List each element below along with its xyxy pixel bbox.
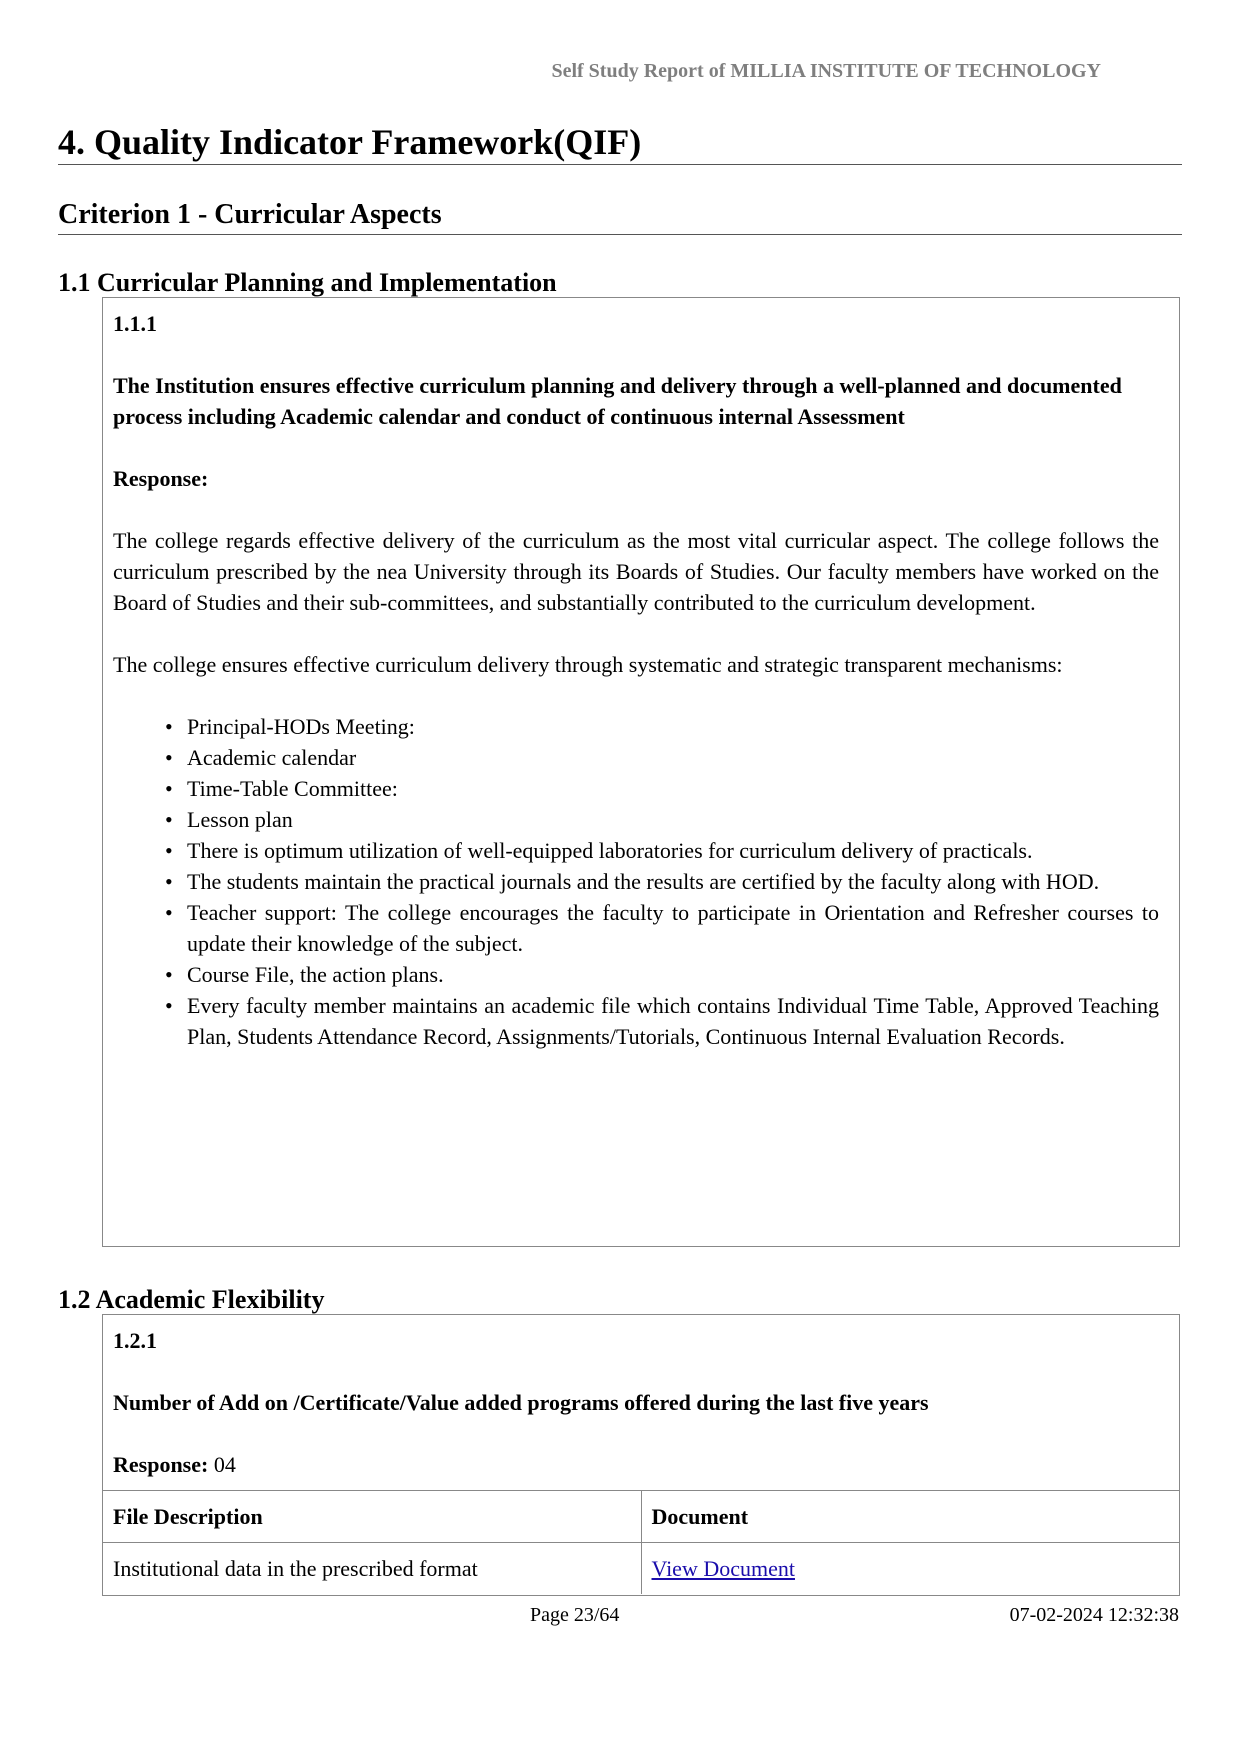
metric-id: 1.1.1 [113, 311, 157, 336]
list-item: • Time-Table Committee: [187, 773, 1159, 804]
response-block [113, 463, 1159, 494]
metric-box-1-1-1 [102, 297, 1180, 1247]
response-paragraph: The college ensures effective curriculum delivery through systematic and strategic transparent mechanisms: [113, 652, 1063, 677]
list-item: • The students maintain the practical journals and the results are certified by the faculty along with HOD. [187, 866, 1159, 897]
list-item: • There is optimum utilization of well-equipped laboratories for curriculum delivery of practicals. [187, 835, 1159, 866]
list-item: • Academic calendar [187, 742, 1159, 773]
response-paragraph: The college regards effective delivery of the curriculum as the most vital curricular aspect. The college follows the curriculum prescribed by the nea University through its Boards of Studies. Our faculty members have worked on the Board of Studies and their sub-committees, and substantially contributed to the curriculum development. [113, 528, 1159, 615]
report-header: Self Study Report of MILLIA INSTITUTE OF TECHNOLOGY [551, 60, 1101, 82]
list-item: • Teacher support: The college encourages the faculty to participate in Orientation and Refresher courses to update their knowledge of the subject. [187, 897, 1159, 959]
page-title: 4. Quality Indicator Framework(QIF) [58, 122, 1182, 165]
mechanism-list [113, 711, 1159, 1052]
section-title-1-2: 1.2 Academic Flexibility [58, 1285, 325, 1314]
section-title-1-1: 1.1 Curricular Planning and Implementation [58, 268, 557, 297]
response-label: Response: [113, 1452, 209, 1477]
page-number: Page 23/64 [530, 1604, 620, 1626]
table-header: File Description [103, 1491, 641, 1543]
metric-question: The Institution ensures effective curriculum planning and delivery through a well-planned and documented process including Academic calendar and conduct of continuous internal Assessment [113, 373, 1122, 429]
table-header-row [103, 1491, 1179, 1543]
table-cell: Institutional data in the prescribed format [103, 1543, 641, 1595]
response-label: Response: [113, 466, 209, 491]
metric-question: Number of Add on /Certificate/Value added programs offered during the last five years [113, 1390, 929, 1415]
list-item: • Course File, the action plans. [187, 959, 1159, 990]
metric-box-1-2-1 [102, 1314, 1180, 1596]
list-item: • Every faculty member maintains an academic file which contains Individual Time Table, Approved Teaching Plan, Students Attendance Record, Assignments/Tutorials, Continuous Internal Evaluation Records. [187, 990, 1159, 1052]
table-header: Document [641, 1491, 1179, 1543]
view-document-link[interactable]: View Document [651, 1555, 795, 1581]
list-item: • Lesson plan [187, 804, 1159, 835]
list-item: • Principal-HODs Meeting: [187, 711, 1159, 742]
table-row [103, 1543, 1179, 1595]
response-value: 04 [208, 1452, 236, 1477]
table-cell [641, 1543, 1179, 1595]
footer-timestamp: 07-02-2024 12:32:38 [1009, 1604, 1179, 1626]
response-block [113, 1449, 1159, 1480]
file-table [103, 1490, 1179, 1594]
metric-id: 1.2.1 [113, 1328, 157, 1353]
criterion-title: Criterion 1 - Curricular Aspects [58, 198, 1182, 235]
